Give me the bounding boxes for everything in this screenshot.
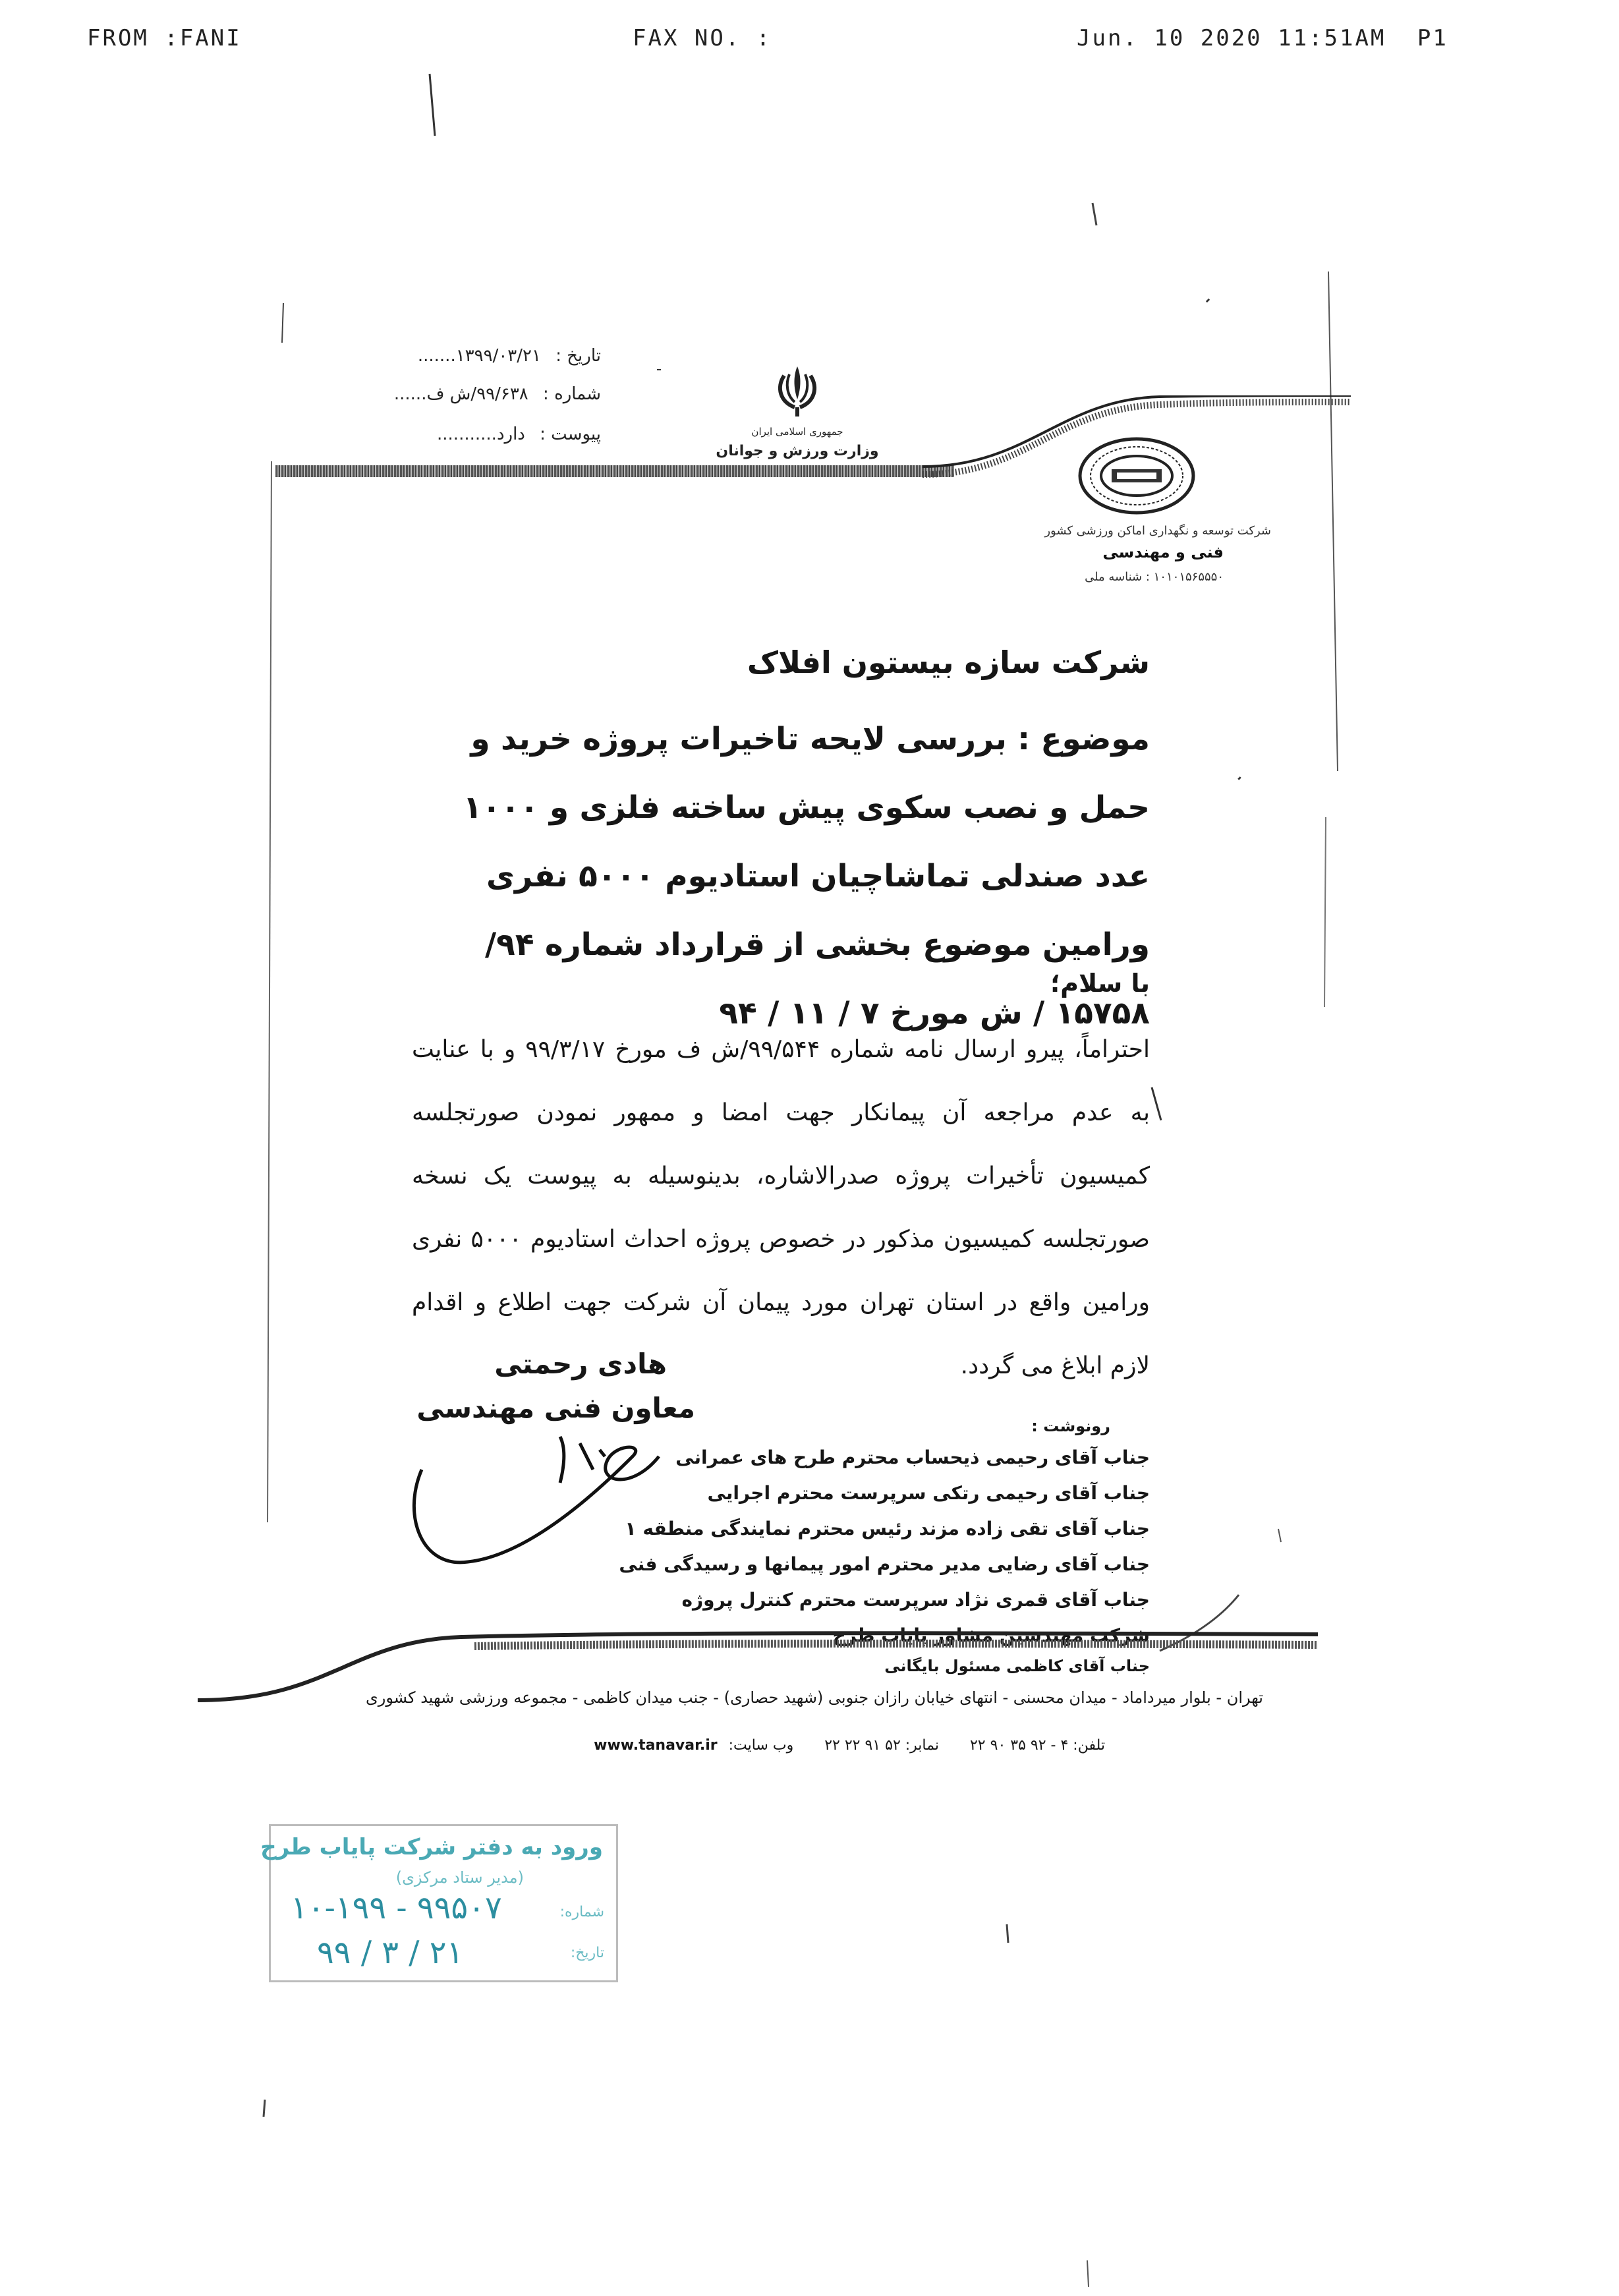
stamp-date-value: ۹۹ / ۳ / ۲۱ <box>317 1934 464 1971</box>
cc-item: شرکت مهندسین مشاور پایاب طرح <box>832 1624 1150 1646</box>
fax-number: FAX NO. : <box>633 25 772 51</box>
number-label: شماره : <box>543 384 601 404</box>
org-line1: شرکت توسعه و نگهداری اماکن ورزشی کشور <box>1044 524 1271 538</box>
footer-website-label: وب سایت: <box>728 1737 794 1754</box>
stamp-number-value: ۱۰-۱۹۹ - ۹۹۵۰۷ <box>291 1889 502 1926</box>
cc-item: جناب آقای رحیمی ذیحساب محترم طرح های عمرانی <box>675 1447 1150 1468</box>
fax-page: P1 <box>1417 25 1448 51</box>
cc-title: رونوشت : <box>1031 1417 1110 1435</box>
cc-item: جناب آقای رضایی مدیر محترم امور پیمانها و رسیدگی فنی <box>619 1553 1150 1575</box>
attachment-value: دارد <box>496 424 525 444</box>
header-rule <box>275 465 954 477</box>
ministry-line2: وزارت ورزش و جوانان <box>716 443 879 459</box>
stamp-date-label: تاریخ: <box>570 1945 604 1961</box>
stamp-title: ورود به دفتر شرکت پایاب طرح <box>260 1834 603 1860</box>
org-line3: ۱۰۱۰۱۵۶۵۵۵۰ : شناسه ملی <box>1085 570 1224 584</box>
header-swoosh <box>923 395 1357 488</box>
fax-from: FROM :FANI <box>87 25 242 51</box>
number-row: شماره : ۹۹/۶۳۸/ش ف...... <box>393 384 601 404</box>
footer-contact <box>594 1737 1105 1754</box>
fax-time: Jun. 10 2020 11:51AM <box>1077 25 1386 51</box>
greeting: با سلام؛ <box>1050 969 1150 998</box>
cc-item: جناب آقای رحیمی رتکی سرپرست محترم اجرایی <box>707 1482 1150 1504</box>
recipient: شرکت سازه بیستون افلاک <box>747 645 1150 680</box>
received-stamp <box>260 1824 618 1982</box>
date-value: ۱۳۹۹/۰۳/۲۱ <box>455 346 541 366</box>
letter-body: احتراماً، پیرو ارسال نامه شماره ۹۹/۵۴۴/ش ف مورخ ۹۹/۳/۱۷ و با عنایت به عدم مراجعه آن پیمانکار جهت امضا و ممهور نمودن صورتجلسه کمیسیون تأخیرات پروژه صدرالاشاره، بدینوسیله به پیوست یک نسخه صورتجلسه کمیسیون مذکور در خصوص پروژه احداث استادیوم ۵۰۰۰ نفری ورامین واقع در استان تهران مورد پیمان آن شرکت جهت اطلاع و اقدام لازم ابلاغ می گردد. <box>412 1036 1150 1379</box>
date-label: تاریخ : <box>555 346 601 366</box>
subject: موضوع : بررسی لایحه تاخیرات پروژه خرید و حمل و نصب سکوی پیش ساخته فلزی و ۱۰۰۰ عدد صندلی تماشاچیان استادیوم ۵۰۰۰ نفری ورامین موضوع بخشی از قرارداد شماره ۹۴/ ۱۵۷۵۸ / ش مورخ ۷ / ۱۱ / ۹۴ <box>463 721 1150 1031</box>
stamp-subtitle: (مدیر ستاد مرکزی) <box>395 1868 524 1887</box>
cc-item: جناب آقای تقی زاده مزند رئیس محترم نمایندگی منطقه ۱ <box>625 1518 1150 1539</box>
signer-name: هادی رحمتی <box>494 1348 667 1380</box>
stamp-number-label: شماره: <box>559 1904 604 1920</box>
footer-phone: تلفن: ۴ - ۹۲ ۳۵ ۹۰ ۲۲ <box>969 1737 1105 1754</box>
org-line2: فنی و مهندسی <box>1102 543 1224 561</box>
signer-title: معاون فنی مهندسی <box>416 1392 695 1424</box>
footer-fax: نمابر: ۵۲ ۹۱ ۲۲ ۲۲ <box>824 1737 939 1754</box>
cc-item: جناب آقای کاظمی مسئول بایگانی <box>884 1657 1150 1675</box>
footer-address: تهران - بلوار میرداماد - میدان محسنی - انتهای خیابان رازان جنوبی (شهید حصاری) - جنب میدان کاظمی - مجموعه ورزشی شهید کشوری <box>365 1688 1263 1707</box>
number-value: ۹۹/۶۳۸/ش ف <box>426 384 528 404</box>
date-row: تاریخ : ۱۳۹۹/۰۳/۲۱....... <box>417 346 601 366</box>
attachment-row: پیوست : دارد........... <box>437 424 601 444</box>
cc-item: جناب آقای قمری نژاد سرپرست محترم کنترل پروژه <box>681 1589 1150 1611</box>
ministry-block <box>705 422 890 461</box>
attachment-label: پیوست : <box>540 424 601 444</box>
footer-website: www.tanavar.ir <box>594 1737 718 1754</box>
ministry-line1: جمهوری اسلامی ایران <box>751 426 843 438</box>
iran-emblem-icon <box>764 361 830 420</box>
